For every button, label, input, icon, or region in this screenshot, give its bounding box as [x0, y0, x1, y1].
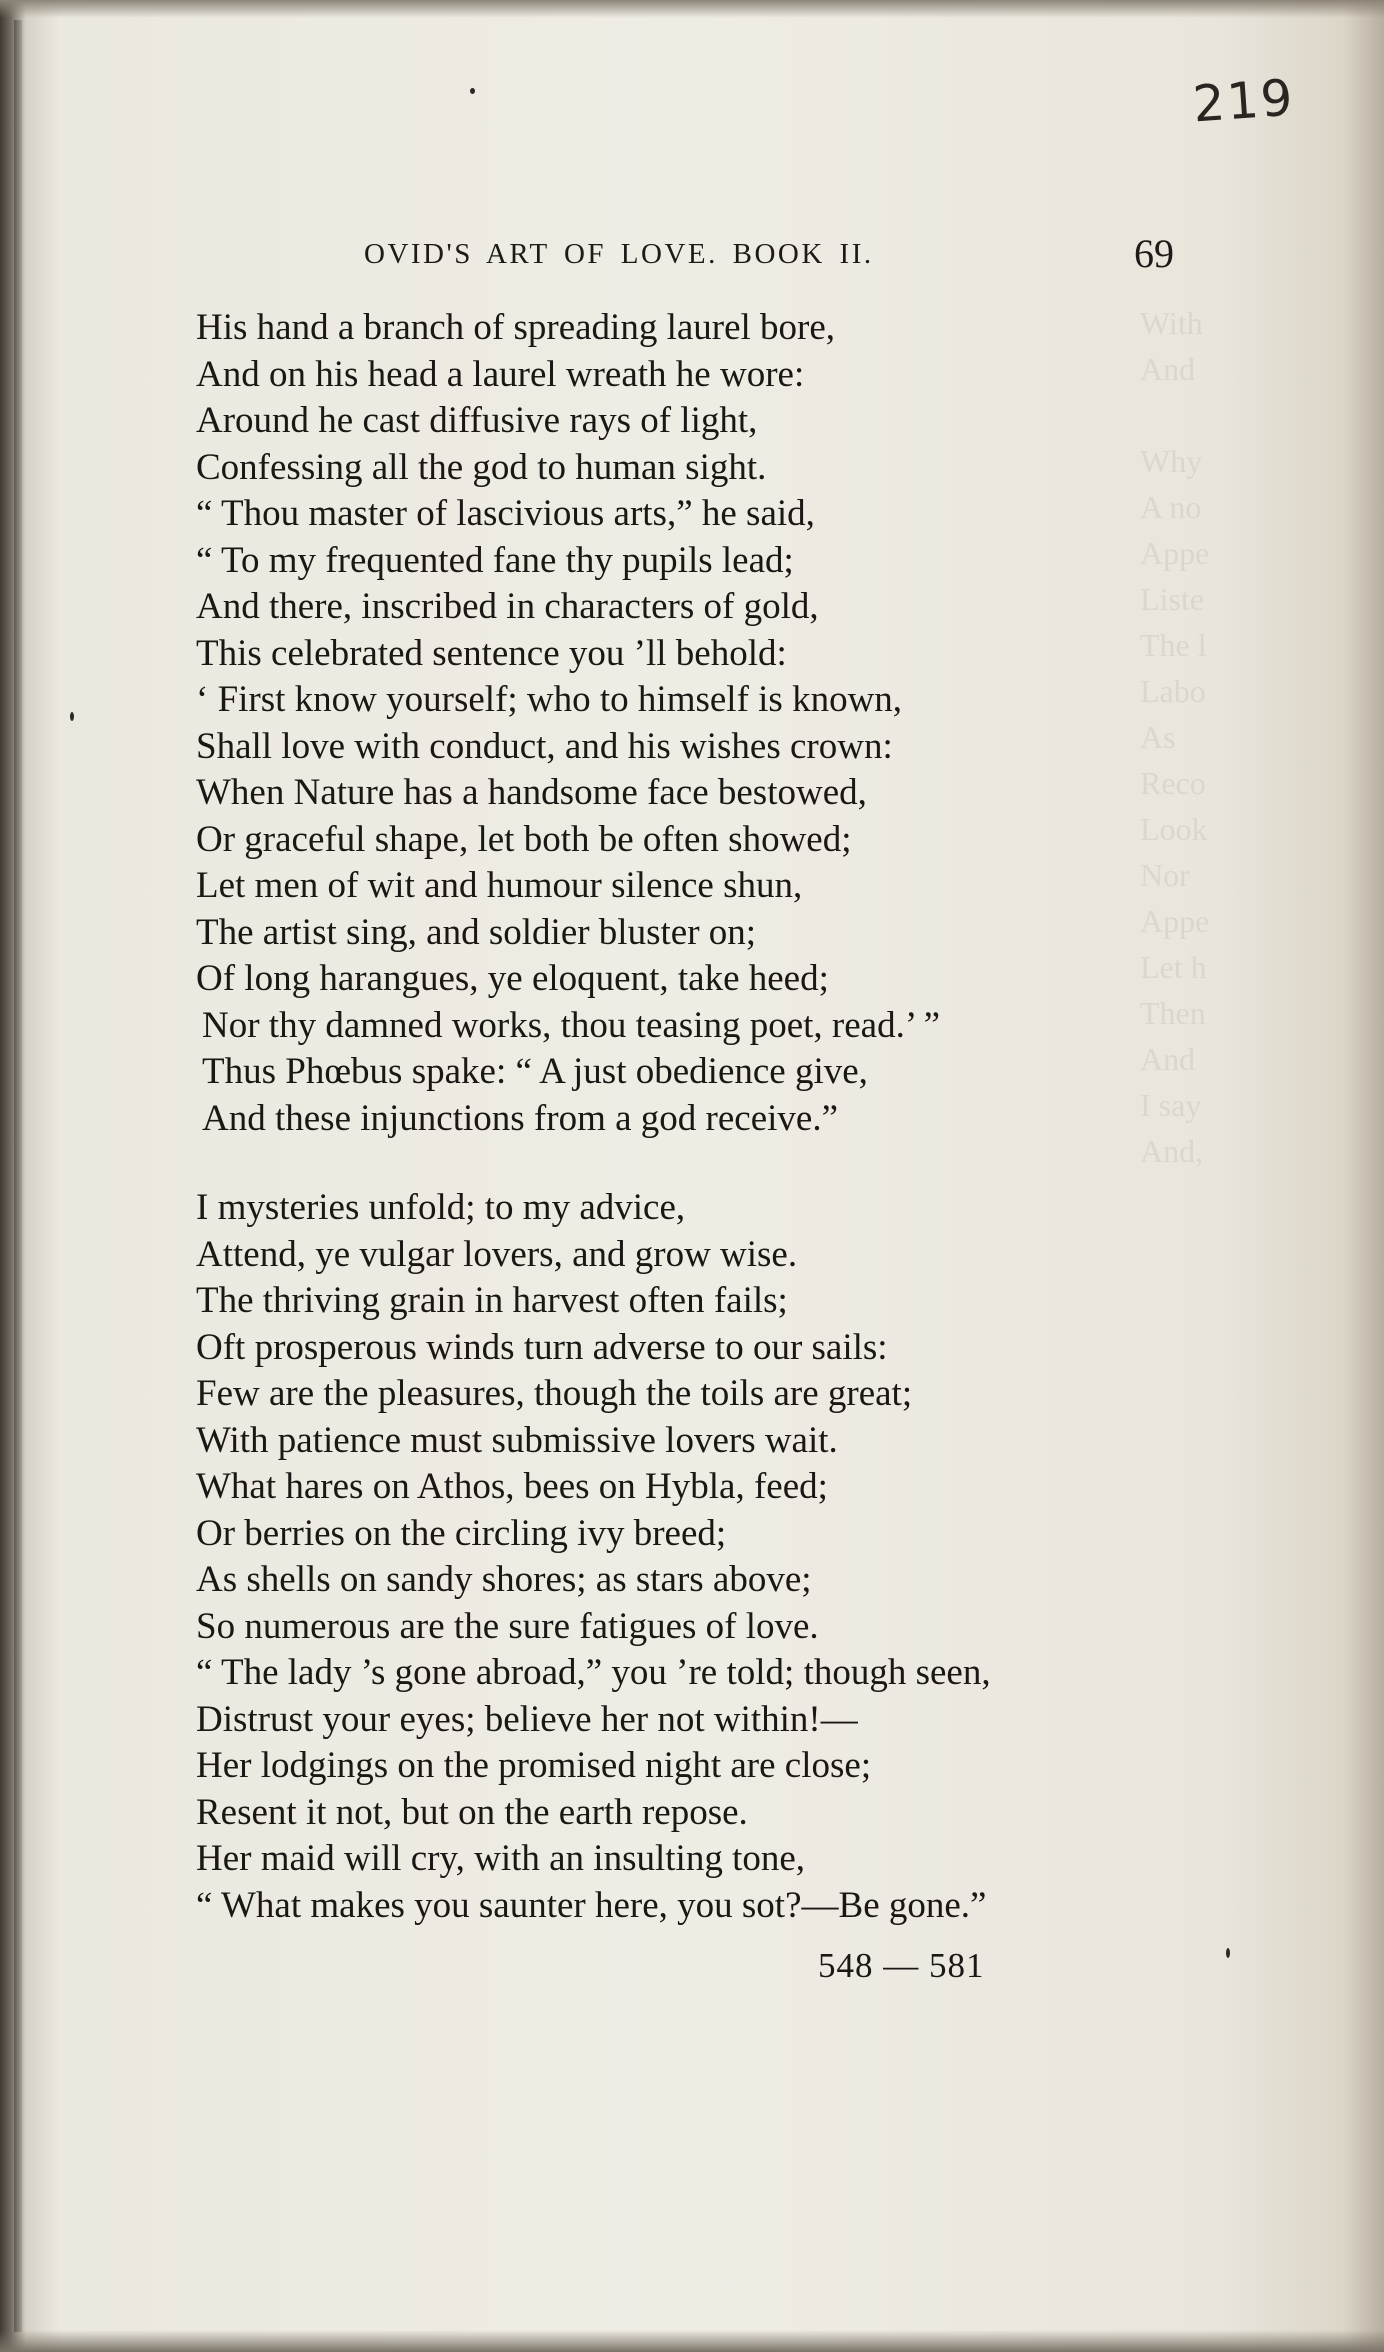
- verse-line: And on his head a laurel wreath he wore:: [196, 353, 805, 395]
- verse-line: “ Thou master of lascivious arts,” he said,: [196, 493, 815, 534]
- verse-line: What hares on Athos, bees on Hybla, feed;: [196, 1466, 828, 1507]
- page-spine-edge: [14, 20, 22, 2332]
- stanza-2: [196, 1185, 1216, 1929]
- verse-line: Few are the pleasures, though the toils are great;: [196, 1373, 913, 1414]
- verse-line: Of long harangues, ye eloquent, take heed;: [196, 958, 829, 999]
- ink-speck: [1226, 1948, 1230, 1958]
- verse-line: The thriving grain in harvest often fails;: [196, 1280, 788, 1321]
- verse-line: ‘ First know yourself; who to himself is known,: [196, 679, 903, 720]
- ink-speck: [70, 712, 74, 721]
- verse-line: Oft prosperous winds turn adverse to our sails:: [196, 1326, 888, 1368]
- verse-line: His hand a branch of spreading laurel bore,: [196, 307, 836, 348]
- verse-line: Distrust your eyes; believe her not within!—: [196, 1698, 858, 1740]
- verse-line: Attend, ye vulgar lovers, and grow wise.: [196, 1233, 798, 1275]
- verse-line: Shall love with conduct, and his wishes crown:: [196, 725, 893, 767]
- running-head: OVID'S ART OF LOVE. BOOK II.: [364, 238, 874, 270]
- verse-line: Or graceful shape, let both be often showed;: [196, 818, 852, 860]
- verse-line: I mysteries unfold; to my advice,: [196, 1187, 686, 1228]
- verse-line: Her maid will cry, with an insulting tone,: [196, 1838, 806, 1879]
- verse-line: Around he cast diffusive rays of light,: [196, 400, 758, 441]
- show-through-text: With And Why A no Appe Liste The l Labo As Reco Look Nor Appe Let h Then And I say And,: [1140, 305, 1210, 1169]
- verse-line: “ To my frequented fane thy pupils lead;: [196, 539, 794, 581]
- verse-text: [196, 305, 1216, 1929]
- handwritten-folio-number: 219: [1190, 68, 1296, 134]
- verse-line: When Nature has a handsome face bestowed,: [196, 772, 867, 813]
- verse-line: “ The lady ’s gone abroad,” you ’re told; though seen,: [196, 1652, 991, 1693]
- verse-line: Resent it not, but on the earth repose.: [196, 1791, 748, 1833]
- ink-speck: [470, 88, 475, 94]
- verse-line: Or berries on the circling ivy breed;: [196, 1512, 727, 1554]
- verse-line: As shells on sandy shores; as stars above;: [196, 1559, 812, 1600]
- page-header: [364, 231, 1184, 276]
- stanza-1: [196, 305, 1216, 1142]
- verse-line: The artist sing, and soldier bluster on;: [196, 911, 757, 953]
- page-number: 69: [1134, 231, 1174, 276]
- verse-line: Confessing all the god to human sight.: [196, 446, 767, 488]
- verse-line: And these injunctions from a god receive.”: [202, 1097, 838, 1139]
- verse-line: Nor thy damned works, thou teasing poet, read.’ ”: [202, 1004, 941, 1046]
- stanza-break: [196, 1142, 1216, 1185]
- verse-line: So numerous are the sure fatigues of love.: [196, 1605, 819, 1647]
- verse-line: Thus Phœbus spake: “ A just obedience give,: [202, 1051, 868, 1092]
- verse-line: Let men of wit and humour silence shun,: [196, 865, 803, 906]
- verse-line: And there, inscribed in characters of gold,: [196, 586, 819, 627]
- verse-line: “ What makes you saunter here, you sot?—Be gone.”: [196, 1884, 987, 1926]
- line-range-footer: 548 — 581: [818, 1946, 985, 1985]
- verse-line: This celebrated sentence you ’ll behold:: [196, 632, 787, 674]
- verse-line: Her lodgings on the promised night are close;: [196, 1745, 872, 1786]
- verse-line: With patience must submissive lovers wait.: [196, 1419, 838, 1461]
